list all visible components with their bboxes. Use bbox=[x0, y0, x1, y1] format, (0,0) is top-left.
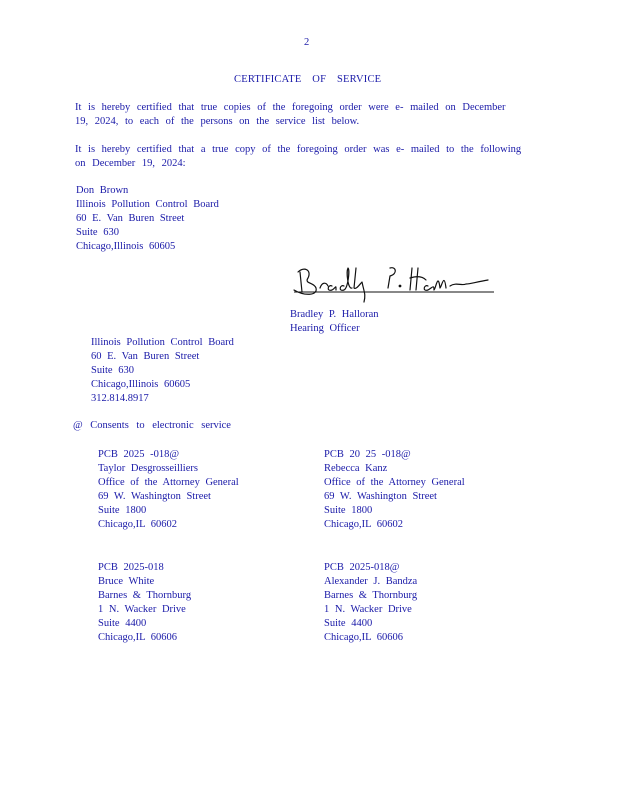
paragraph-line: It is hereby certified that a true copy of the foregoing order was e- mailed to the following bbox=[75, 144, 522, 155]
service-list-entry bbox=[98, 561, 191, 645]
contact-name: Alexander J. Bandza bbox=[324, 576, 418, 587]
sender-line: Illinois Pollution Control Board bbox=[91, 337, 234, 348]
service-list-entry bbox=[98, 448, 239, 532]
suite: Suite 4400 bbox=[324, 618, 373, 629]
paragraph-line: on December 19, 2024: bbox=[75, 158, 186, 169]
sender-address-block bbox=[91, 336, 234, 406]
organization: Barnes & Thornburg bbox=[324, 590, 418, 601]
organization: Barnes & Thornburg bbox=[98, 590, 192, 601]
paragraph-line: 19, 2024, to each of the persons on the service list below. bbox=[75, 116, 360, 127]
sender-line: 60 E. Van Buren Street bbox=[91, 351, 200, 362]
city-zip: Chicago,IL 60602 bbox=[98, 519, 178, 530]
organization: Office of the Attorney General bbox=[98, 477, 239, 488]
recipient-line: Chicago,Illinois 60605 bbox=[76, 241, 176, 252]
case-number: PCB 2025 -018@ bbox=[98, 449, 180, 460]
certification-paragraph-1 bbox=[75, 101, 506, 129]
signature-text: Bradley P. Halloran bbox=[290, 262, 298, 263]
recipient-line: 60 E. Van Buren Street bbox=[76, 213, 185, 224]
suite: Suite 4400 bbox=[98, 618, 147, 629]
case-number: PCB 2025-018 bbox=[98, 562, 164, 573]
recipient-line: Illinois Pollution Control Board bbox=[76, 199, 219, 210]
certification-paragraph-2 bbox=[75, 143, 521, 171]
contact-name: Rebecca Kanz bbox=[324, 463, 388, 474]
contact-name: Bruce White bbox=[98, 576, 155, 587]
signer-name: Bradley P. Halloran bbox=[290, 309, 379, 320]
recipient-address-block bbox=[76, 184, 219, 254]
signer-block bbox=[290, 308, 379, 336]
street-address: 1 N. Wacker Drive bbox=[98, 604, 186, 615]
consent-note: @ Consents to electronic service bbox=[73, 420, 231, 431]
page-number: 2 bbox=[304, 37, 310, 48]
paragraph-line: It is hereby certified that true copies of the foregoing order were e- mailed on December bbox=[75, 102, 506, 113]
street-address: 69 W. Washington Street bbox=[324, 491, 437, 502]
suite: Suite 1800 bbox=[98, 505, 147, 516]
sender-line: Suite 630 bbox=[91, 365, 134, 376]
city-zip: Chicago,IL 60606 bbox=[324, 632, 404, 643]
case-number: PCB 2025-018@ bbox=[324, 562, 400, 573]
city-zip: Chicago,IL 60606 bbox=[98, 632, 178, 643]
recipient-line: Suite 630 bbox=[76, 227, 119, 238]
service-list-entry bbox=[324, 448, 465, 532]
organization: Office of the Attorney General bbox=[324, 477, 465, 488]
sender-phone: 312.814.8917 bbox=[91, 393, 149, 404]
street-address: 1 N. Wacker Drive bbox=[324, 604, 412, 615]
sender-line: Chicago,Illinois 60605 bbox=[91, 379, 191, 390]
city-zip: Chicago,IL 60602 bbox=[324, 519, 404, 530]
contact-name: Taylor Desgrosseilliers bbox=[98, 463, 198, 474]
service-list-entry bbox=[324, 561, 417, 645]
document-title: CERTIFICATE OF SERVICE bbox=[234, 74, 382, 85]
street-address: 69 W. Washington Street bbox=[98, 491, 211, 502]
case-number: PCB 20 25 -018@ bbox=[324, 449, 411, 460]
suite: Suite 1800 bbox=[324, 505, 373, 516]
signer-title: Hearing Officer bbox=[290, 323, 360, 334]
recipient-name: Don Brown bbox=[76, 185, 129, 196]
handwritten-signature bbox=[290, 262, 496, 304]
